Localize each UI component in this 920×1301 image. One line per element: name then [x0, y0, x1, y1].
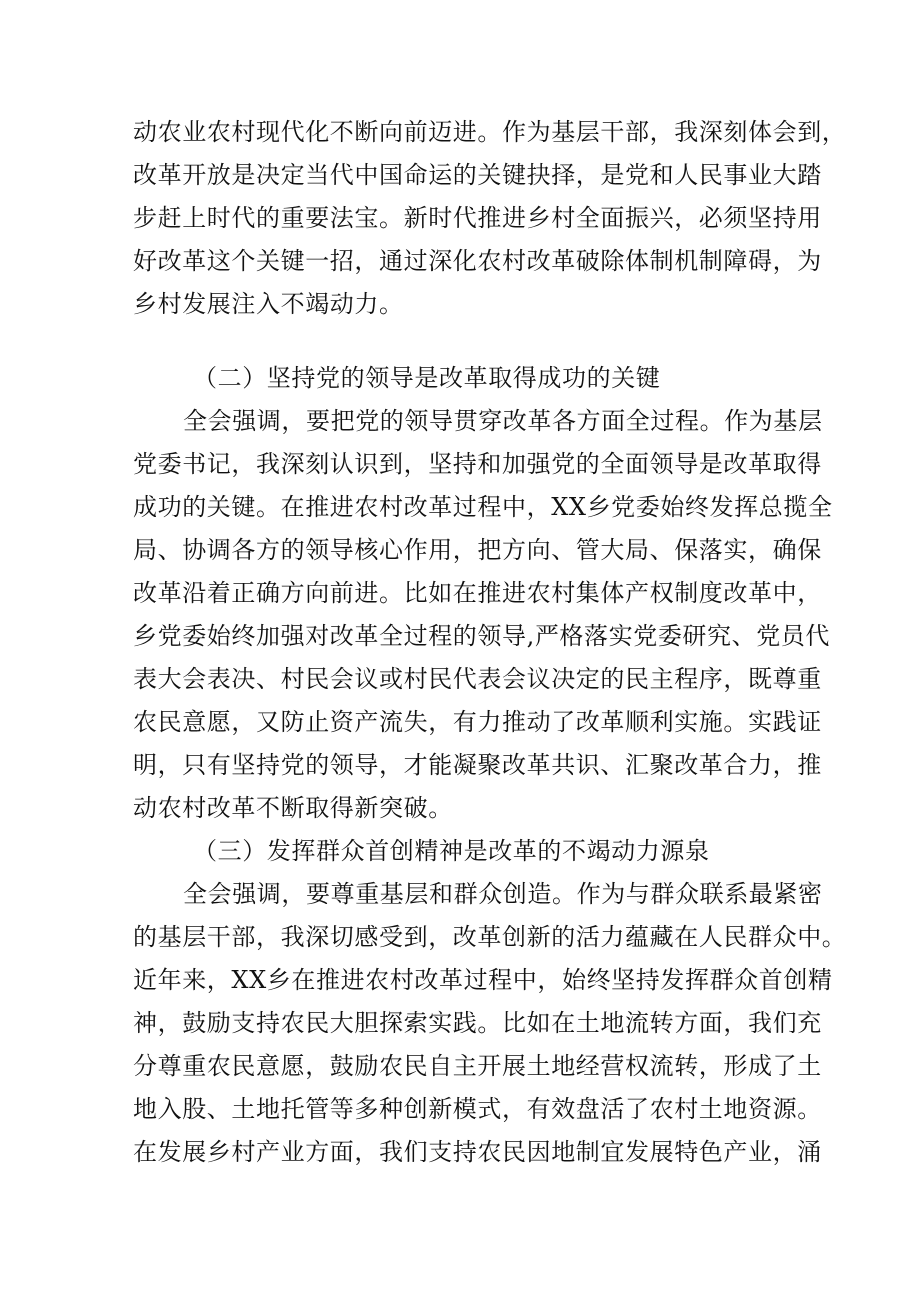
paragraph-line: 党委书记，我深刻认识到，坚持和加强党的全面领导是改革取得 — [133, 450, 822, 478]
section-heading: （二）坚持党的领导是改革取得成功的关键 — [193, 364, 661, 392]
paragraph-line: 明，只有坚持党的领导，才能凝聚改革共识、汇聚改革合力，推 — [133, 751, 822, 779]
paragraph-line: 乡党委始终加强对改革全过程的领导,严格落实党委研究、党员代 — [133, 622, 831, 650]
paragraph-line: 改革沿着正确方向前进。比如在推进农村集体产权制度改革中， — [133, 579, 822, 607]
paragraph-line: 全会强调，要尊重基层和群众创造。作为与群众联系最紧密 — [183, 880, 823, 908]
paragraph-line: 动农业农村现代化不断向前迈进。作为基层干部，我深刻体会到， — [133, 118, 847, 146]
paragraph-line: 的基层干部，我深切感受到，改革创新的活力蕴藏在人民群众中。 — [133, 923, 847, 951]
paragraph-line: 乡村发展注入不竭动力。 — [133, 290, 404, 318]
paragraph-line: 好改革这个关键一招，通过深化农村改革破除体制机制障碍，为 — [133, 247, 822, 275]
paragraph-line: 神，鼓励支持农民大胆探索实践。比如在土地流转方面，我们充 — [133, 1009, 822, 1037]
paragraph-line: 近年来，XX乡在推进农村改革过程中，始终坚持发挥群众首创精 — [133, 966, 833, 994]
paragraph-line: 动农村改革不断取得新突破。 — [133, 794, 453, 822]
paragraph-line: 局、协调各方的领导核心作用，把方向、管大局、保落实，确保 — [133, 536, 822, 564]
paragraph-line: 表大会表决、村民会议或村民代表会议决定的民主程序，既尊重 — [133, 665, 822, 693]
paragraph-line: 全会强调，要把党的领导贯穿改革各方面全过程。作为基层 — [183, 407, 823, 435]
paragraph-line: 成功的关键。在推进农村改革过程中，XX乡党委始终发挥总揽全 — [133, 493, 833, 521]
paragraph-line: 步赶上时代的重要法宝。新时代推进乡村全面振兴，必须坚持用 — [133, 204, 822, 232]
paragraph-line: 农民意愿，又防止资产流失，有力推动了改革顺利实施。实践证 — [133, 708, 822, 736]
paragraph-line: 地入股、土地托管等多种创新模式，有效盘活了农村土地资源。 — [133, 1095, 822, 1123]
section-heading: （三）发挥群众首创精神是改革的不竭动力源泉 — [193, 837, 710, 865]
paragraph-line: 在发展乡村产业方面，我们支持农民因地制宜发展特色产业，涌 — [133, 1138, 822, 1166]
paragraph-line: 改革开放是决定当代中国命运的关键抉择，是党和人民事业大踏 — [133, 161, 822, 189]
paragraph-line: 分尊重农民意愿，鼓励农民自主开展土地经营权流转，形成了土 — [133, 1052, 822, 1080]
